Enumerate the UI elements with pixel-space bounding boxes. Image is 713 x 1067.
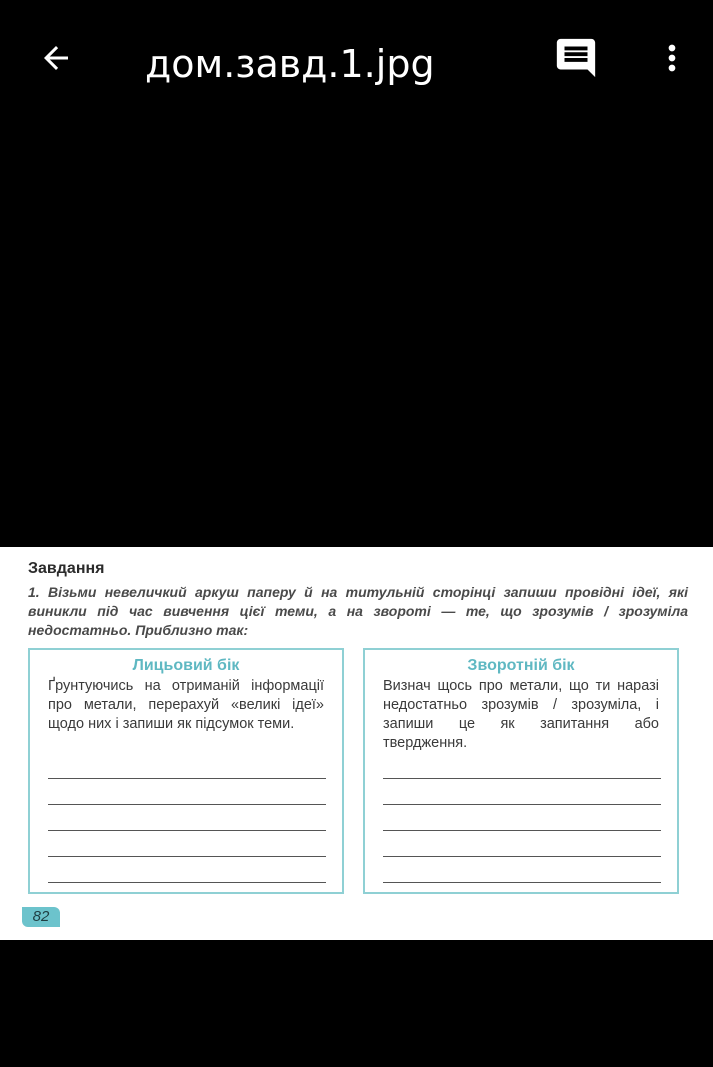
answer-line xyxy=(48,804,326,805)
answer-line xyxy=(48,778,326,779)
answer-line xyxy=(383,856,661,857)
front-side-box xyxy=(28,648,344,894)
more-options-button[interactable] xyxy=(648,32,696,84)
document-photo[interactable] xyxy=(0,547,713,940)
answer-line xyxy=(383,778,661,779)
answer-line xyxy=(383,882,661,883)
back-side-title: Зворотній бік xyxy=(467,657,575,674)
answer-line xyxy=(48,856,326,857)
answer-line xyxy=(383,804,661,805)
front-side-text: Ґрунтуючись на отриманій інформації про метали, перерахуй «великі ідеї» щодо них і запиши як підсумок теми. xyxy=(48,678,324,732)
answer-line xyxy=(48,882,326,883)
answer-line xyxy=(48,830,326,831)
comment-icon xyxy=(553,35,599,81)
arrow-back-icon xyxy=(38,40,74,76)
more-vert-icon xyxy=(652,38,692,78)
task-heading: Завдання xyxy=(28,560,105,577)
comments-button[interactable] xyxy=(548,32,604,84)
back-side-text: Визнач щось про метали, що ти наразі недостатньо зрозумів / зрозуміла, і запиши це як запитання або твердження. xyxy=(383,678,659,751)
task-text: 1. Візьми невеличкий аркуш паперу й на титульній сторінці запиши провідні ідеї, які виникли під час вивчення цієї теми, а на звороті — те, що зрозумів / зрозуміла недостатньо. Приблизно так: xyxy=(28,584,688,638)
back-side-box xyxy=(363,648,679,894)
app-bar xyxy=(0,0,713,120)
file-title: дом.завд.1.jpg xyxy=(145,42,435,86)
answer-line xyxy=(383,830,661,831)
page-number: 82 xyxy=(22,907,60,927)
front-side-title: Лицьовий бік xyxy=(132,657,240,674)
answer-boxes xyxy=(28,648,684,896)
back-button[interactable] xyxy=(28,34,84,82)
